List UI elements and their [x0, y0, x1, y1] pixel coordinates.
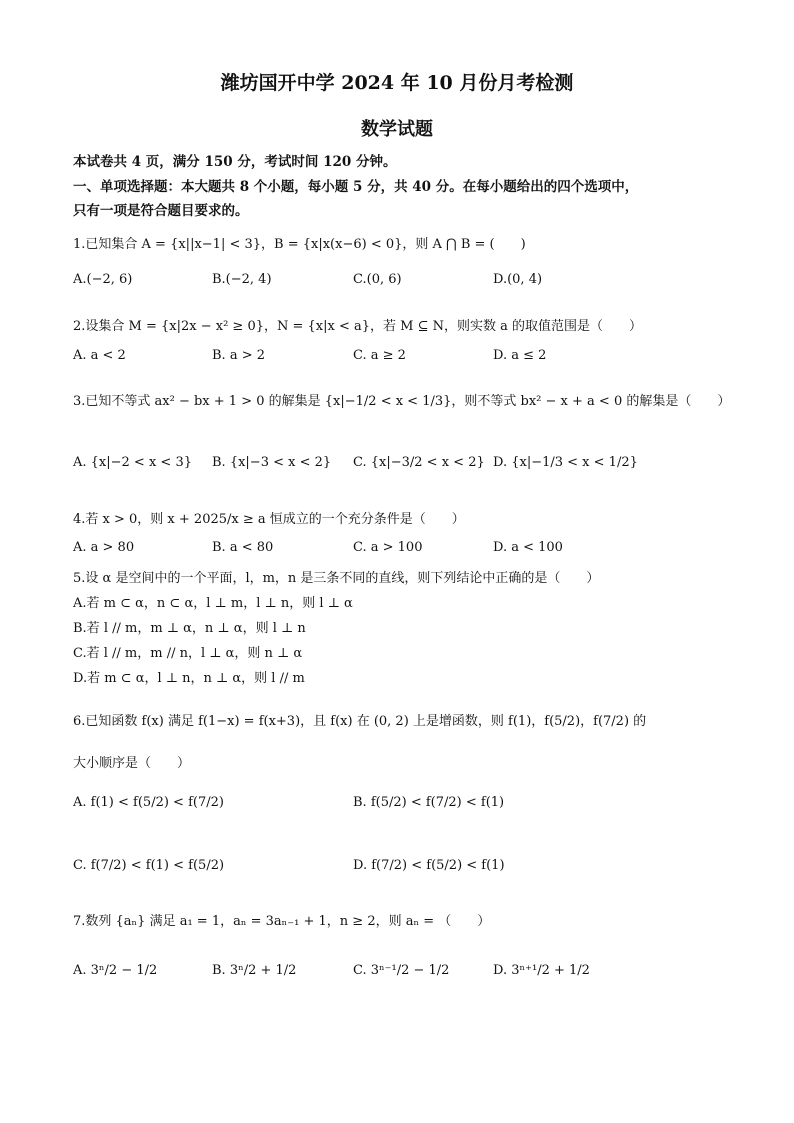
question-5-option-b: B.若 l // m，m ⊥ α，n ⊥ α，则 l ⊥ n — [73, 621, 306, 636]
page-title: 潍坊国开中学 2024 年 10 月份月考检测 — [220, 72, 574, 94]
question-4-option-b: B. a < 80 — [212, 540, 274, 555]
question-4-stem: 4.若 x > 0，则 x + 2025/x ≥ a 恒成立的一个充分条件是（ ） — [73, 512, 465, 527]
question-7-option-d: D. 3ⁿ⁺¹/2 + 1/2 — [493, 963, 590, 978]
question-3-option-b: B. {x|−3 < x < 2} — [212, 455, 332, 470]
question-2-option-b: B. a > 2 — [212, 348, 265, 363]
question-1-option-d: D.(0, 4) — [493, 272, 543, 287]
question-7-option-a: A. 3ⁿ/2 − 1/2 — [73, 963, 158, 978]
question-7-option-b: B. 3ⁿ/2 + 1/2 — [212, 963, 297, 978]
section-heading-line1: 一、单项选择题：本大题共 8 个小题，每小题 5 分，共 40 分。在每小题给出的四个选项中， — [73, 179, 639, 195]
question-3-option-a: A. {x|−2 < x < 3} — [73, 455, 192, 470]
question-5-stem: 5.设 α 是空间中的一个平面，l，m，n 是三条不同的直线，则下列结论中正确的是（ ） — [73, 571, 600, 586]
question-1-stem: 1.已知集合 A = {x||x−1| < 3}，B = {x|x(x−6) < 0}，则 A ⋂ B = ( ) — [73, 237, 526, 252]
section-heading-line2: 只有一项是符合题目要求的。 — [73, 203, 249, 219]
question-6-option-c: C. f(7/2) < f(1) < f(5/2) — [73, 858, 225, 873]
question-1-option-b: B.(−2, 4) — [212, 272, 272, 287]
question-4-option-a: A. a > 80 — [73, 540, 135, 555]
question-6-option-b: B. f(5/2) < f(7/2) < f(1) — [353, 795, 505, 810]
question-2-stem: 2.设集合 M = {x|2x − x² ≥ 0}，N = {x|x < a}，若 M ⊆ N，则实数 a 的取值范围是（ ） — [73, 319, 643, 334]
question-3-option-c: C. {x|−3/2 < x < 2} — [353, 455, 485, 470]
question-6-stem: 6.已知函数 f(x) 满足 f(1−x) = f(x+3)，且 f(x) 在 (0, 2) 上是增函数，则 f(1)，f(5/2)，f(7/2) 的 — [73, 714, 647, 729]
question-2-option-c: C. a ≥ 2 — [353, 348, 406, 363]
question-7-option-c: C. 3ⁿ⁻¹/2 − 1/2 — [353, 963, 450, 978]
question-5-option-d: D.若 m ⊂ α，l ⊥ n，n ⊥ α，则 l // m — [73, 671, 305, 686]
question-7-stem: 7.数列 {aₙ} 满足 a₁ = 1，aₙ = 3aₙ₋₁ + 1，n ≥ 2，则 aₙ = （ ） — [73, 914, 491, 929]
question-6-stem-continued: 大小顺序是（ ） — [73, 756, 191, 771]
question-1-option-a: A.(−2, 6) — [73, 272, 133, 287]
page-subtitle: 数学试题 — [361, 119, 433, 140]
question-4-option-d: D. a < 100 — [493, 540, 563, 555]
question-5-option-c: C.若 l // m，m // n，l ⊥ α，则 n ⊥ α — [73, 646, 303, 661]
question-1-option-c: C.(0, 6) — [353, 272, 402, 287]
question-6-option-d: D. f(7/2) < f(5/2) < f(1) — [353, 858, 505, 873]
exam-info: 本试卷共 4 页，满分 150 分，考试时间 120 分钟。 — [73, 154, 397, 170]
question-4-option-c: C. a > 100 — [353, 540, 423, 555]
question-2-option-d: D. a ≤ 2 — [493, 348, 547, 363]
question-6-option-a: A. f(1) < f(5/2) < f(7/2) — [73, 795, 224, 810]
question-2-option-a: A. a < 2 — [73, 348, 126, 363]
question-3-option-d: D. {x|−1/3 < x < 1/2} — [493, 455, 638, 470]
question-3-stem: 3.已知不等式 ax² − bx + 1 > 0 的解集是 {x|−1/2 < x < 1/3}，则不等式 bx² − x + a < 0 的解集是（ ） — [73, 394, 731, 409]
question-5-option-a: A.若 m ⊂ α，n ⊂ α，l ⊥ m，l ⊥ n，则 l ⊥ α — [73, 596, 353, 611]
